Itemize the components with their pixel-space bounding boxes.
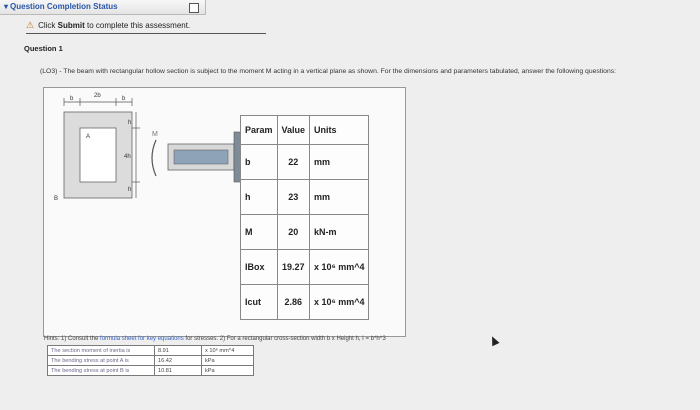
answer-unit-select[interactable]: kPa [202,366,254,376]
table-row [241,285,369,320]
hints-text [44,336,386,342]
value-cell: 19.27 [277,250,310,285]
table-row [241,180,369,215]
units-cell: kN-m [310,215,369,250]
moment-label-m: M [152,131,158,138]
answer-value-select[interactable]: 16.42 [155,356,202,366]
answer-value-select[interactable]: 8.91 [155,346,202,356]
dim-label-h-top: h [128,120,132,126]
col-header-param: Param [241,116,278,145]
question-text: (LO3) - The beam with rectangular hollow section is subject to the moment M acting in a vertical plane as shown. For the dimensions and parameters tabulated, answer the following questions: [40,68,617,75]
col-header-value: Value [277,116,310,145]
status-bar-title: Question Completion Status [10,2,118,11]
table-row [241,250,369,285]
table-header-row [241,116,369,145]
answer-unit-select[interactable]: x 10⁶ mm^4 [202,346,254,356]
answer-label: The bending stress at point B is [48,366,155,376]
answer-label: The bending stress at point A is [48,356,155,366]
col-header-units: Units [310,116,369,145]
param-cell: Icut [241,285,278,320]
param-cell: IBox [241,250,278,285]
beam-hollow-view [174,150,228,164]
param-cell: b [241,145,278,180]
answer-row [48,366,254,376]
answer-value-select[interactable]: 10.81 [155,366,202,376]
units-cell: mm [310,145,369,180]
submit-icon: ⚠ [26,20,35,30]
table-row [241,145,369,180]
dim-label-b-right: b [122,96,126,102]
param-cell: h [241,180,278,215]
units-cell: x 10⁶ mm^4 [310,250,369,285]
mouse-cursor-icon [488,335,499,347]
answer-label: The section moment of inertia is [48,346,155,356]
value-cell: 2.86 [277,285,310,320]
units-cell: x 10⁶ mm^4 [310,285,369,320]
hints-prefix: Hints: 1) Consult the [44,336,99,342]
dim-label-4h: 4h [124,154,131,160]
status-toggle-box[interactable] [189,3,199,13]
chevron-down-icon[interactable]: ▾ [4,2,9,11]
value-cell: 23 [277,180,310,215]
question-title: Question 1 [24,44,63,53]
dim-label-b-left: b [70,96,74,102]
value-cell: 20 [277,215,310,250]
submit-instruction [26,17,266,34]
formula-sheet-link[interactable]: formula sheet for key equations [100,336,184,342]
submit-link[interactable]: Submit [57,21,85,30]
dim-label-2b: 2b [94,93,101,99]
moment-arc-icon [152,140,156,176]
answer-row [48,346,254,356]
dim-label-h-bot: h [128,187,132,193]
point-label-a: A [86,134,91,140]
hints-suffix: for stresses. 2) For a rectangular cross-section width b x Height h, I = b*h^3 [185,336,386,342]
value-cell: 22 [277,145,310,180]
param-cell: M [241,215,278,250]
parameter-table [240,115,369,320]
point-label-b: B [54,196,59,202]
question-completion-status-bar[interactable] [0,0,206,15]
answer-table [47,345,254,376]
table-row [241,215,369,250]
submit-prefix: Click [38,21,56,30]
units-cell: mm [310,180,369,215]
submit-suffix: to complete this assessment. [87,21,191,30]
answer-row [48,356,254,366]
answer-unit-select[interactable]: kPa [202,356,254,366]
